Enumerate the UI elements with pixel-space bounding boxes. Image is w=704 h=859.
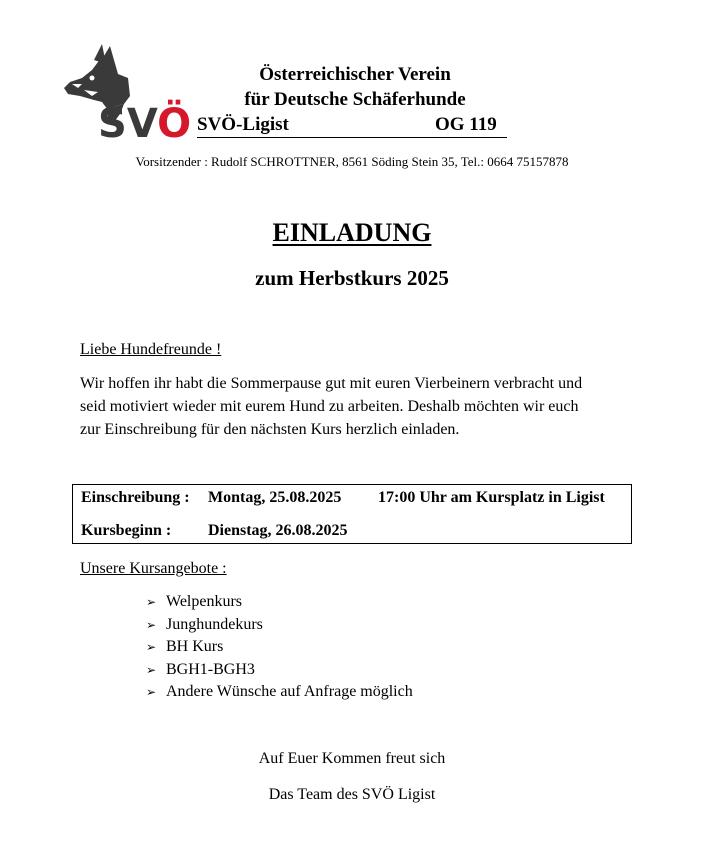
body-line: Wir hoffen ihr habt die Sommerpause gut mit euren Vierbeinern verbracht und [80,375,583,392]
org-title-line1: Österreichischer Verein [259,64,451,85]
registration-date: Montag, 25.08.2025 [208,489,342,506]
body-line: seid motiviert wieder mit eurem Hund zu arbeiten. Deshalb möchten wir euch [80,398,579,415]
course-name: BH Kurs [166,638,224,655]
arrow-bullet-icon: ➢ [146,617,157,632]
course-name: Welpenkurs [166,593,243,610]
course-start-date: Dienstag, 26.08.2025 [208,522,348,539]
page-title [0,218,704,248]
course-name: Junghundekurs [166,615,263,633]
course-list [146,591,413,704]
closing-line: Auf Euer Kommen freut sich [258,750,446,767]
signature-line: Das Team des SVÖ Ligist [268,786,436,803]
schedule-box [72,484,632,544]
svoe-logo [58,44,194,140]
chairman-info: Vorsitzender : Rudolf SCHROTTNER, 8561 Söding Stein 35, Tel.: 0664 75157878 [135,154,569,169]
german-shepherd-head-icon [58,44,194,140]
list-item [146,591,413,614]
arrow-bullet-icon: ➢ [146,685,157,699]
registration-time: 17:00 Uhr am Kursplatz in Ligist [378,489,605,506]
org-name: SVÖ-Ligist [197,114,289,135]
arrow-bullet-icon: ➢ [146,662,157,677]
greeting: Liebe Hundefreunde ! [80,341,222,358]
course-name: BGH1-BGH3 [166,660,255,678]
list-item [146,614,413,637]
org-code: OG 119 [435,114,497,135]
arrow-bullet-icon: ➢ [146,595,157,609]
title-text: EINLADUNG [272,218,432,247]
registration-label: Einschreibung : [81,489,190,506]
logo-svo-text: SVÖ [98,101,192,140]
course-name: Andere Wünsche auf Anfrage möglich [166,683,413,700]
list-item [146,636,413,659]
org-title-line2: für Deutsche Schäferhunde [244,89,466,110]
body-line: zur Einschreibung für den nächsten Kurs herzlich einladen. [80,421,460,438]
org-name-line [197,113,507,138]
page-subtitle: zum Herbstkurs 2025 [255,266,449,290]
invitation-body [80,372,640,441]
course-start-label: Kursbeginn : [81,522,172,539]
list-item [146,659,413,682]
arrow-bullet-icon: ➢ [146,640,157,654]
list-item [146,681,413,704]
courses-heading: Unsere Kursangebote : [80,560,227,577]
